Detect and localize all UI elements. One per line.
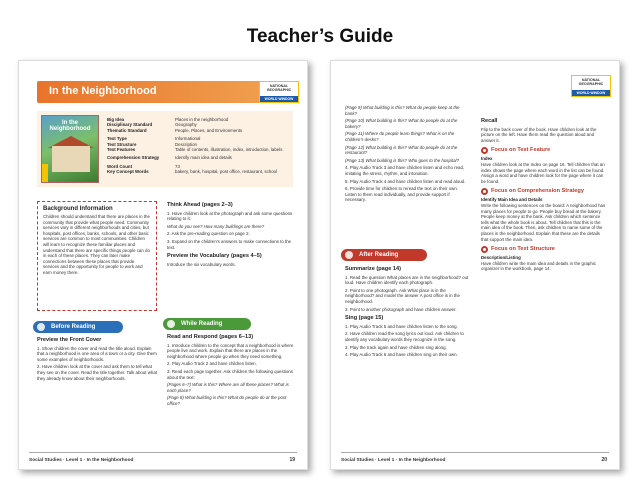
info-row: Disciplinary Standard Geography: [107, 122, 197, 128]
page-title: Teacher’s Guide: [246, 26, 394, 47]
lesson-title: In the Neighborhood: [49, 85, 157, 97]
focus-text-feature-heading: Focus on Text Feature: [481, 147, 607, 154]
focus-text-structure-heading: Focus on Text Structure: [481, 246, 607, 253]
questions-continued: (Page 9) What building is this? What do people keep at the bank? (Page 10) What building is this? What do people do at the bakery? (Page 11) Where do people learn things? What is on the children's desks? (Page 12) What building is this? What do people do at the restaurant? (Page 13) What building is this? Who goes to the hospital? 4. Play Audio Track 3 and have children listen and echo read, imitating the stress, rhythm, and intonation. 5. Play Audio Track 4 and have children listen and read aloud. 6. Provide time for children to reread the text on their own. Listen to them read individually, and provide support if necessary.: [345, 105, 466, 203]
national-geographic-logo: NATIONAL GEOGRAPHIC WORLD WINDOW: [571, 75, 611, 97]
preview-section: Preview the Front Cover 1. Show children the cover and read the title aloud. Explain that a neighborhood is one area of a town or a city. Give them some examples of neighborhoods. 2. Have children look at the cover and ask them to tell what they see on the cover. Read the title together. Talk about what they already know about their neighborhoods.: [37, 337, 158, 381]
page-number: 19: [289, 457, 295, 463]
lesson-info-box: [37, 111, 293, 187]
background-heading: Background Information: [43, 206, 113, 212]
before-reading-banner: Before Reading: [33, 321, 123, 333]
footer-divider: [341, 452, 609, 453]
after-reading-banner: After Reading: [341, 249, 427, 261]
background-information-box: [37, 201, 157, 311]
info-row: Text Features Table of contents, illustration, index, introduction, labels: [107, 147, 283, 153]
info-row: Text Type Informational: [107, 136, 201, 142]
think-ahead-section: Think Ahead (pages 2–3) 1. Have children look at the photograph and ask some questions relating to it. What do you see? How many buildings are there? 2. Ask the pre-reading question on page 2. 3. Expand on the children's answers to make connections to the text. Preview the Vocabulary (pages 4–5) Introduce the six vocabulary words.: [167, 202, 293, 267]
book-cover-image: In the Neighborhood: [41, 115, 99, 183]
focus-icon: [481, 246, 488, 253]
while-reading-banner: While Reading: [163, 318, 251, 330]
info-row: Big Idea Places in the neighborhood: [107, 117, 229, 122]
read-respond-section: Read and Respond (pages 6–13) 1. Introduce children to the concept that a neighborhood is where people live and work. Explain that there are places in the neighborhood where people go when they need something. 2. Play Audio Track 2 and have children listen. 3. Read each page together. Ask children the following questions about the text: (Pages 6–7) What is this? Where are all these places? What is each place? (Page 8) What building is this? What do people do at the post office?: [167, 334, 294, 406]
left-page: [18, 60, 308, 470]
recall-and-focus-column: Recall Flip to the back cover of the book. Have children look at the picture on the left. Have them read the question aloud and answer it. Focus on Text Feature Index Have children look at the Index on page 16. Tell children that an index shows the page where each word in the list can be found. Assign a word and have children look for the page where it can be found. Focus on Comprehension Strategy Identify Main Idea and Details Write the following sentences on the board: A neighborhood has many places for people to go. People buy bread at the bakery. People keep money at the bank. Ask children which sentence tells what the whole book is about. Tell children that this is the main idea of the book. Then, ask children to name some of the places in the neighborhood. Explain that these are the details that support the main idea. Focus on Text Structure Description/Listing Have children write the main idea and details in the graphic organizer in the workbook, page 14.: [481, 118, 606, 272]
national-geographic-logo: NATIONAL GEOGRAPHIC WORLD WINDOW: [259, 81, 299, 103]
right-page: [330, 60, 620, 470]
info-row: Key Concept Words bakery, bank, hospital, post office, restaurant, school: [107, 169, 278, 175]
page-number: 20: [601, 457, 607, 463]
page-footer: Social Studies · Level 1 · In the Neighborhood: [29, 458, 134, 463]
page-footer: Social Studies · Level 1 · In the Neighborhood: [341, 458, 446, 463]
lesson-info-table: [107, 117, 289, 175]
focus-icon: [481, 188, 488, 195]
info-row: Word Count 73: [107, 163, 180, 169]
info-row: Comprehension Strategy Identify main idea and details: [107, 155, 232, 161]
focus-icon: [481, 147, 488, 154]
info-row: Thematic Standard People, Places, and Environments: [107, 127, 243, 133]
background-text: Children should understand that there are places in the community that provide what people need. Community services vary in different neighborhoods and cities, but hospitals, post offices, banks, schools, and other basic services are common to most communities. Children will learn to recognize these familiar places and understand that there are specific things people can do in each of these places. They can later make connections between these places that provide services and the opportunity for people to work and earn money there.: [43, 214, 150, 275]
info-row: Text Structure Description: [107, 141, 197, 147]
lesson-title-bar: [37, 81, 273, 103]
focus-comprehension-heading: Focus on Comprehension Strategy: [481, 188, 607, 195]
footer-divider: [29, 452, 297, 453]
summarize-section: Summarize (page 14) 1. Read the question What places are in the neighborhood? out loud. Have children identify each photograph. 2. Point to one photograph. Ask What place is in the neighborhood? and model the answer A post office is in the neighborhood. 3. Point to another photograph and have children answer. Sing (page 15) 1. Play Audio Track 5 and have children listen to the song. 2. Have children read the song lyrics out loud. Ask children to identify any vocabulary words they recognize in the song. 3. Play the track again and have children sing along. 4. Play Audio Track 6 and have children sing on their own.: [345, 266, 469, 358]
